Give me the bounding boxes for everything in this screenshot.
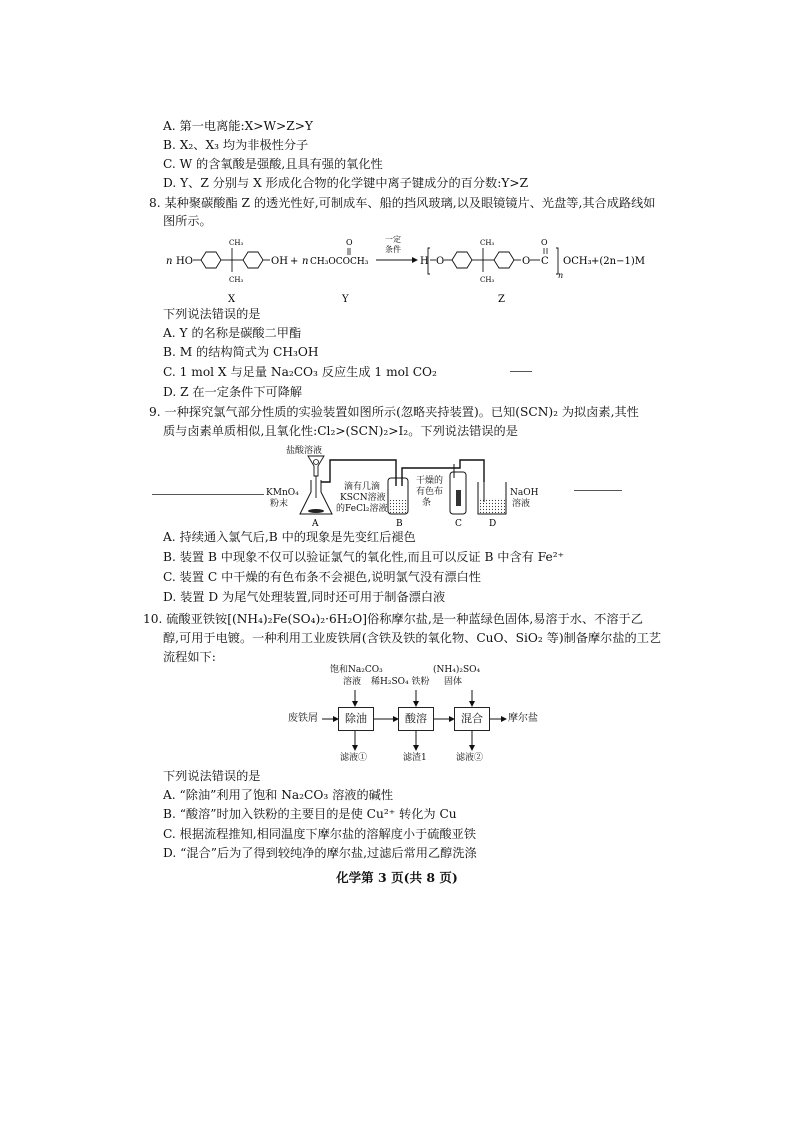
q10-product: 摩尔盐: [508, 713, 538, 724]
q7-option-a: A. 第一电离能:X>W>Z>Y: [163, 119, 313, 133]
svg-text:n: n: [558, 271, 564, 280]
q9-option-c: C. 装置 C 中干燥的有色布条不会褪色,说明氯气没有漂白性: [163, 570, 481, 584]
q7-option-d: D. Y、Z 分别与 X 形成化合物的化学键中离子键成分的百分数:Y>Z: [163, 176, 529, 190]
q8-reaction-scheme: [160, 228, 650, 308]
q10-box-acid-dissolve: 酸溶: [398, 707, 434, 731]
q9-option-a: A. 持续通入氯气后,B 中的现象是先变红后褪色: [163, 530, 416, 544]
q10-input2: 稀H₂SO₄ 铁粉: [371, 677, 430, 687]
q8-label-z: Z: [498, 294, 505, 305]
q10-option-c: C. 根据流程推知,相同温度下摩尔盐的溶解度小于硫酸亚铁: [163, 827, 477, 841]
svg-text:CH₃: CH₃: [229, 239, 244, 247]
q10-stem-line2: 醇,可用于电镀。一种利用工业废铁屑(含铁及铁的氧化物、CuO、SiO₂ 等)制备摩尔盐的工艺: [163, 631, 662, 645]
q10-stem-line1: 10. 硫酸亚铁铵[(NH₄)₂Fe(SO₄)₂·6H₂O]俗称摩尔盐,是一种蓝绿色固体,易溶于水、不溶于乙: [143, 612, 643, 626]
q9-label-b-line3: 的FeCl₂溶液: [336, 504, 388, 514]
svg-text:HO: HO: [176, 256, 193, 267]
q10-input1-line2: 溶液: [343, 677, 362, 687]
q9-label-powder: 粉末: [270, 499, 289, 509]
q9-stem-line1: 9. 一种探究氯气部分性质的实验装置如图所示(忽略夹持装置)。已知(SCN)₂ 为拟卤素,其性: [149, 405, 639, 419]
page-footer: 化学第 3 页(共 8 页): [336, 870, 458, 885]
svg-text:C: C: [541, 256, 549, 267]
q10-prompt: 下列说法错误的是: [163, 769, 261, 783]
svg-text:H: H: [420, 256, 429, 267]
q10-option-b: B. “酸溶”时加入铁粉的主要目的是使 Cu²⁺ 转化为 Cu: [163, 807, 457, 821]
q10-box-degrease: 除油: [338, 707, 374, 731]
svg-text:+: +: [290, 256, 299, 267]
svg-text:OH: OH: [271, 256, 288, 267]
q8-option-b: B. M 的结构简式为 CH₃OH: [163, 345, 319, 359]
q7-option-c: C. W 的含氧酸是强酸,且具有强的氧化性: [163, 157, 383, 171]
q10-stem-line3: 流程如下:: [163, 650, 216, 664]
q10-output2: 滤渣1: [403, 753, 427, 763]
q10-input1-line1: 饱和Na₂CO₃: [330, 665, 383, 675]
q8-option-d: D. Z 在一定条件下可降解: [163, 385, 303, 399]
q9-tag-b: B: [396, 519, 403, 528]
q10-option-a: A. “除油”利用了饱和 Na₂CO₃ 溶液的碱性: [163, 788, 394, 802]
q8-stem-line1: 8. 某种聚碳酸酯 Z 的透光性好,可制成车、船的挡风玻璃,以及眼镜镜片、光盘等,其合成路线如: [149, 196, 656, 210]
q8-stem-line2: 图所示。: [163, 214, 212, 228]
q9-option-b: B. 装置 B 中现象不仅可以验证氯气的氧化性,而且可以反证 B 中含有 Fe²⁺: [163, 550, 565, 564]
q10-output3: 滤液②: [456, 753, 484, 763]
svg-text:CH₃: CH₃: [480, 239, 495, 247]
svg-text:CH₃: CH₃: [229, 276, 244, 284]
q9-stem-line2: 质与卤素单质相似,且氧化性:Cl₂>(SCN)₂>I₂。下列说法错误的是: [163, 424, 518, 438]
svg-text:CH₃: CH₃: [480, 276, 495, 284]
q10-input3-line2: 固体: [444, 677, 463, 687]
q9-tag-c: C: [455, 519, 462, 528]
q8-option-a: A. Y 的名称是碳酸二甲酯: [163, 326, 302, 340]
q8-label-x: X: [228, 294, 236, 305]
q10-option-d: D. “混合”后为了得到较纯净的摩尔盐,过滤后常用乙醇洗涤: [163, 846, 477, 860]
svg-text:OCH₃: OCH₃: [563, 256, 592, 267]
q9-label-kmno4: KMnO₄: [266, 488, 299, 498]
svg-text:O: O: [346, 238, 353, 247]
q10-output1: 滤液①: [340, 753, 368, 763]
svg-text:O: O: [522, 256, 531, 267]
q9-label-c-line2: 有色布: [416, 487, 444, 497]
svg-text:CH₃OCOCH₃: CH₃OCOCH₃: [310, 257, 369, 267]
q10-box-mixing: 混合: [454, 707, 490, 731]
q9-label-c-line3: 条: [422, 498, 432, 508]
q10-input3-line1: (NH₄)₂SO₄: [433, 665, 481, 675]
q9-label-c-line1: 干燥的: [416, 476, 444, 486]
q9-label-solution: 溶液: [512, 499, 531, 509]
q9-label-naoh: NaOH: [510, 488, 539, 498]
svg-text:n: n: [302, 256, 309, 267]
svg-text:n: n: [166, 256, 173, 267]
scan-rule-left: [152, 494, 264, 495]
q8-arrow-condition-bottom: 条件: [385, 245, 401, 254]
svg-text:O: O: [436, 256, 445, 267]
q8-arrow-condition-top: 一定: [385, 235, 401, 244]
scan-mark: [510, 371, 532, 372]
q9-label-hcl: 盐酸溶液: [286, 446, 323, 456]
svg-text:O: O: [541, 238, 548, 247]
q8-option-c: C. 1 mol X 与足量 Na₂CO₃ 反应生成 1 mol CO₂: [163, 365, 437, 379]
q9-option-d: D. 装置 D 为尾气处理装置,同时还可用于制备漂白液: [163, 590, 446, 604]
q8-label-y: Y: [342, 294, 349, 305]
scan-rule-right: [574, 490, 622, 491]
q8-prompt: 下列说法错误的是: [163, 307, 261, 321]
q8-byproduct: +(2n−1)M: [591, 256, 645, 267]
q9-label-b-line2: KSCN溶液: [340, 493, 386, 503]
q10-feed: 废铁屑: [288, 713, 318, 724]
q9-tag-a: A: [312, 519, 319, 528]
q7-option-b: B. X₂、X₃ 均为非极性分子: [163, 138, 309, 152]
q9-tag-d: D: [489, 519, 497, 528]
q9-label-b-line1: 滴有几滴: [344, 482, 381, 492]
